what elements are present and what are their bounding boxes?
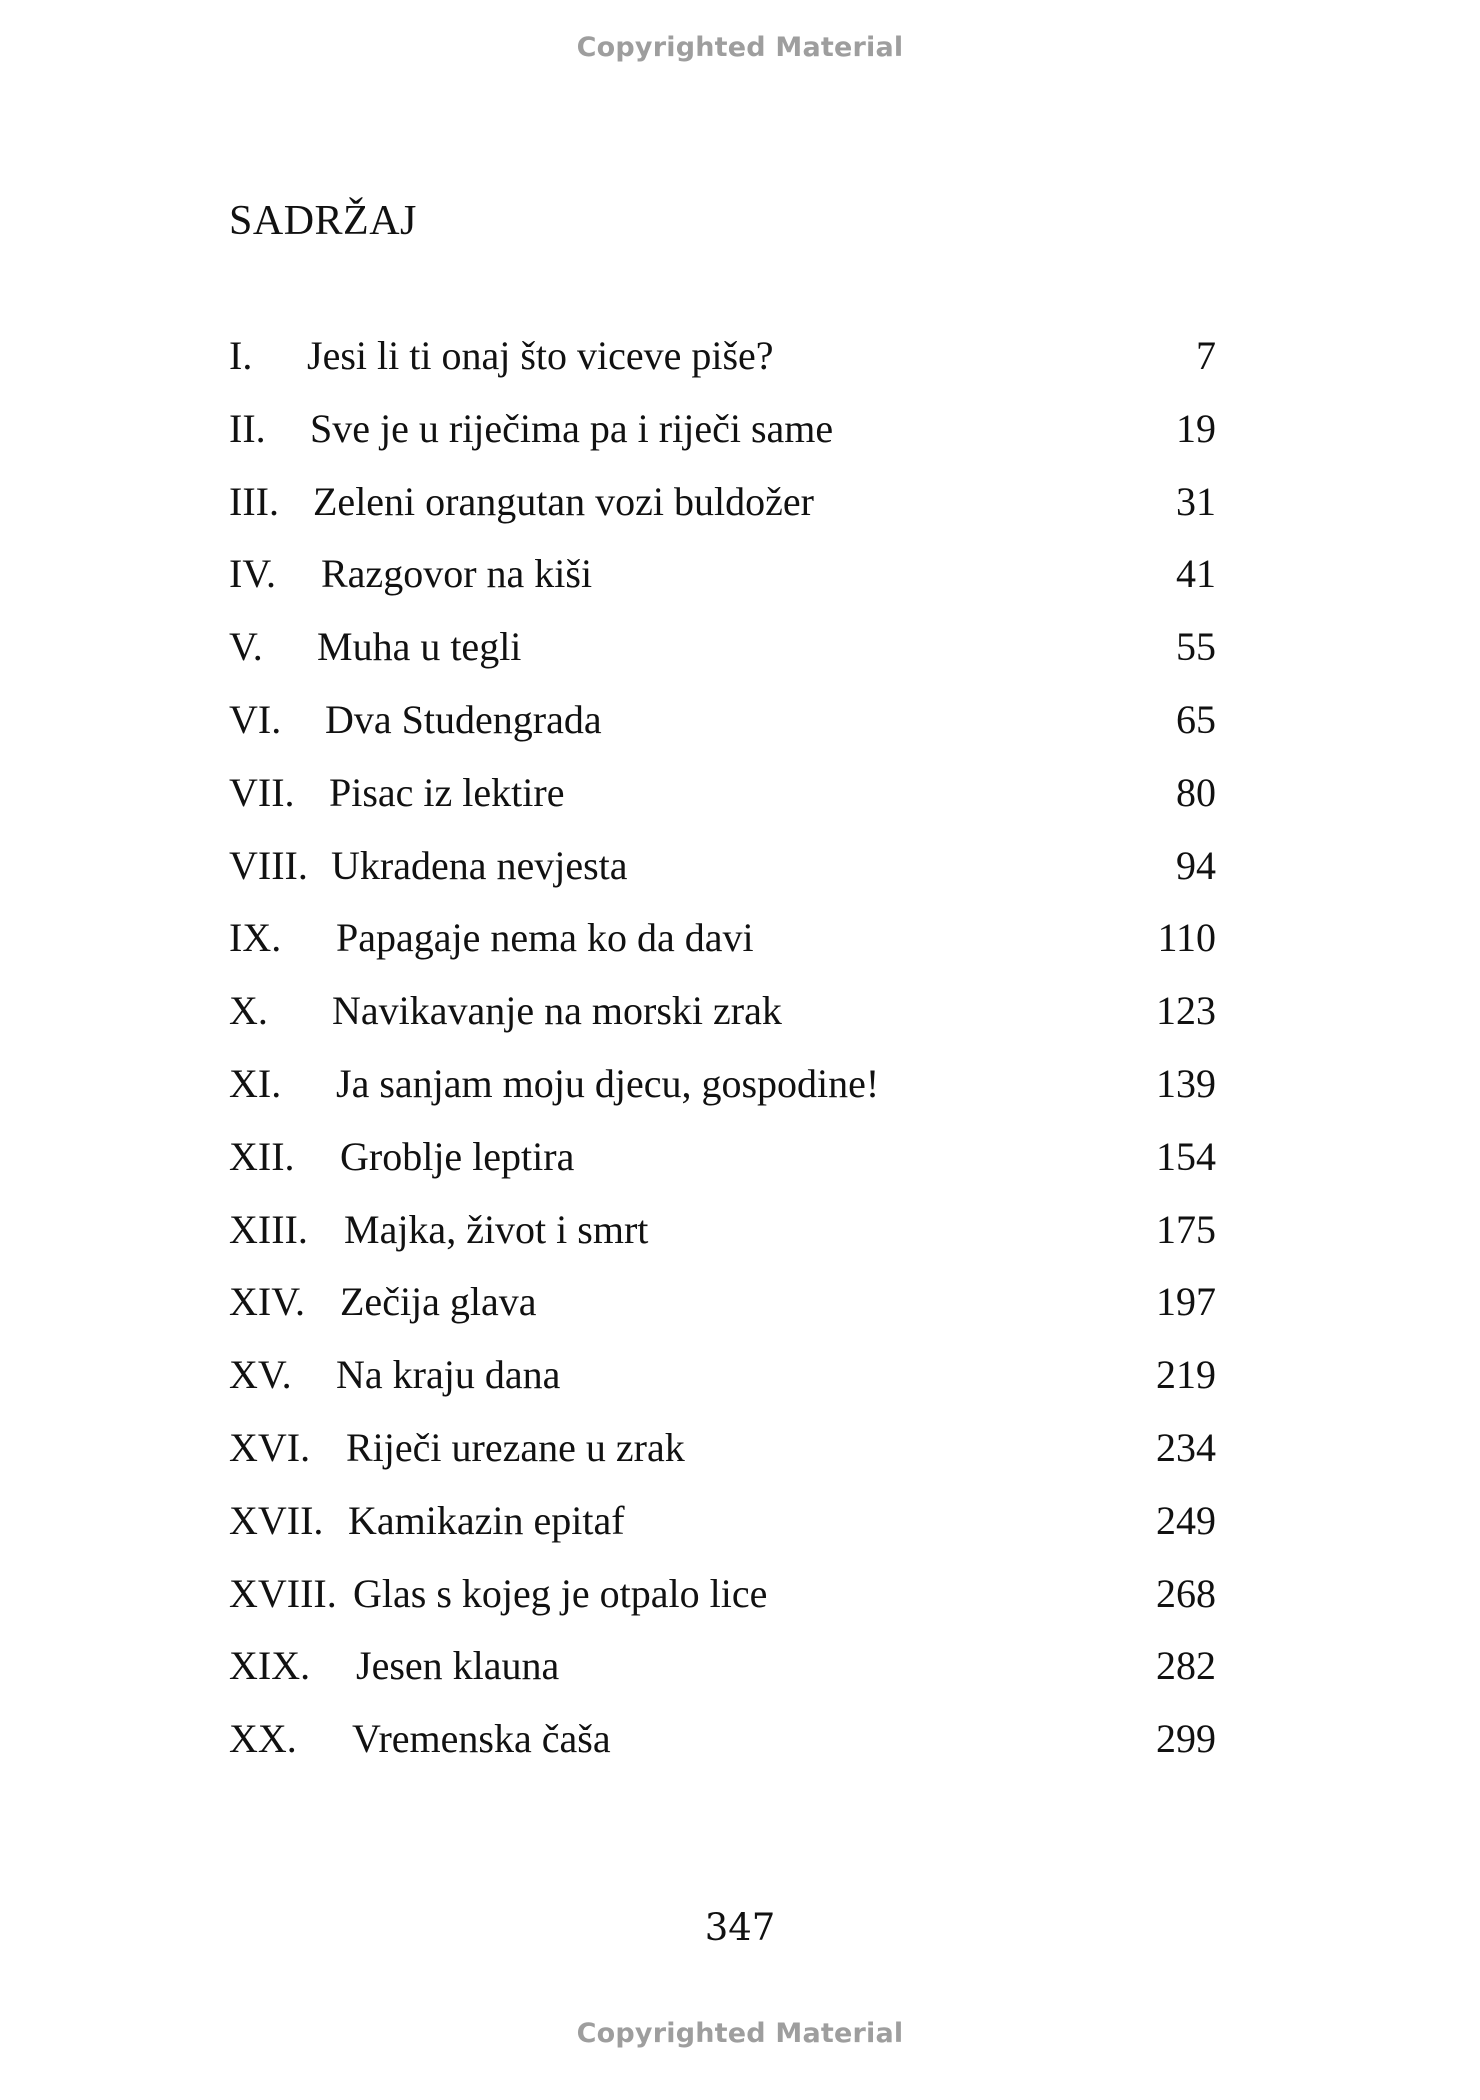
toc-page-number: 94 [1176,842,1216,888]
toc-chapter-number: I. [229,333,253,378]
toc-page-number: 234 [1156,1424,1216,1470]
toc-page-number: 282 [1156,1643,1216,1689]
toc-chapter-number: XV. [229,1352,292,1398]
page-number: 347 [704,1906,776,1949]
copyright-watermark-bottom: Copyrighted Material [576,2018,904,2049]
toc-entry[interactable] [229,1276,1219,1349]
toc-chapter-title: Dva Studengrada [325,696,602,742]
toc-page-number: 110 [1157,915,1216,961]
toc-chapter-title: Kamikazin epitaf [348,1497,625,1543]
toc-chapter-number: XIII. [229,1206,308,1252]
toc-entry[interactable] [229,694,1219,767]
toc-page-number: 31 [1176,478,1216,524]
toc-chapter-number: IV. [229,551,277,597]
toc-chapter-title: Razgovor na kiši [321,551,593,597]
toc-chapter-title: Zečija glava [340,1279,537,1325]
toc-entry[interactable] [229,330,1219,403]
toc-chapter-number: III. [229,478,279,524]
toc-chapter-number: XVII. [229,1497,324,1543]
toc-entry[interactable] [229,840,1219,913]
toc-chapter-title: Majka, život i smrt [344,1206,649,1252]
toc-chapter-number: XVIII. [229,1570,337,1616]
toc-entry[interactable] [229,476,1219,549]
toc-page-number: 154 [1156,1133,1216,1179]
toc-chapter-number: II. [229,405,266,451]
toc-entry[interactable] [229,1058,1219,1131]
table-of-contents [229,330,1219,1786]
toc-page-number: 175 [1156,1206,1216,1252]
toc-page-number: 41 [1176,551,1216,597]
toc-page-number: 268 [1156,1570,1216,1616]
toc-chapter-title: Jesi li ti onaj što viceve piše? [307,333,774,378]
toc-chapter-number: V. [229,624,263,670]
toc-entry[interactable] [229,1349,1219,1422]
toc-entry[interactable] [229,1713,1219,1786]
toc-chapter-title: Jesen klauna [356,1643,560,1689]
toc-entry[interactable] [229,1131,1219,1204]
toc-entry[interactable] [229,1568,1219,1641]
toc-page-number: 197 [1156,1279,1216,1325]
toc-chapter-title: Papagaje nema ko da davi [336,915,754,961]
toc-chapter-number: XII. [229,1133,295,1179]
toc-chapter-number: XI. [229,1060,282,1106]
toc-page-number: 65 [1176,696,1216,742]
toc-entry[interactable] [229,621,1219,694]
toc-entry[interactable] [229,912,1219,985]
toc-chapter-title: Zeleni orangutan vozi buldožer [313,478,814,524]
toc-chapter-title: Vremenska čaša [352,1716,611,1762]
toc-entry[interactable] [229,985,1219,1058]
toc-entry[interactable] [229,1422,1219,1495]
toc-chapter-title: Pisac iz lektire [329,769,565,815]
toc-chapter-number: X. [229,988,268,1034]
toc-chapter-number: VIII. [229,842,308,888]
toc-chapter-title: Riječi urezane u zrak [346,1424,685,1470]
toc-entry[interactable] [229,548,1219,621]
toc-page-number: 139 [1156,1060,1216,1106]
toc-page-number: 19 [1176,405,1216,451]
toc-page-number: 219 [1156,1352,1216,1398]
toc-page-number: 299 [1156,1716,1216,1762]
toc-page-number: 249 [1156,1497,1216,1543]
toc-chapter-number: XIX. [229,1643,311,1689]
toc-chapter-title: Glas s kojeg je otpalo lice [353,1570,768,1616]
toc-page-number: 123 [1156,988,1216,1034]
copyright-watermark-top: Copyrighted Material [576,32,904,63]
toc-chapter-title: Muha u tegli [317,624,522,670]
toc-chapter-number: XIV. [229,1279,305,1325]
toc-chapter-title: Na kraju dana [336,1352,561,1398]
toc-chapter-number: VII. [229,769,295,815]
toc-page-number: 80 [1176,769,1216,815]
toc-entry[interactable] [229,767,1219,840]
toc-chapter-title: Ukradena nevjesta [331,842,628,888]
toc-entry[interactable] [229,403,1219,476]
toc-chapter-number: XX. [229,1716,297,1762]
toc-entry[interactable] [229,1495,1219,1568]
toc-chapter-number: XVI. [229,1424,311,1470]
toc-entry[interactable] [229,1204,1219,1277]
toc-chapter-title: Navikavanje na morski zrak [332,988,782,1034]
toc-chapter-title: Sve je u riječima pa i riječi same [310,405,834,451]
toc-page-number: 7 [1196,333,1216,378]
toc-chapter-title: Ja sanjam moju djecu, gospodine! [336,1060,880,1106]
toc-page-number: 55 [1176,624,1216,670]
toc-chapter-title: Groblje leptira [340,1133,575,1179]
page-title: SADRŽAJ [229,198,417,244]
toc-chapter-number: VI. [229,696,282,742]
toc-entry[interactable] [229,1640,1219,1713]
toc-chapter-number: IX. [229,915,282,961]
